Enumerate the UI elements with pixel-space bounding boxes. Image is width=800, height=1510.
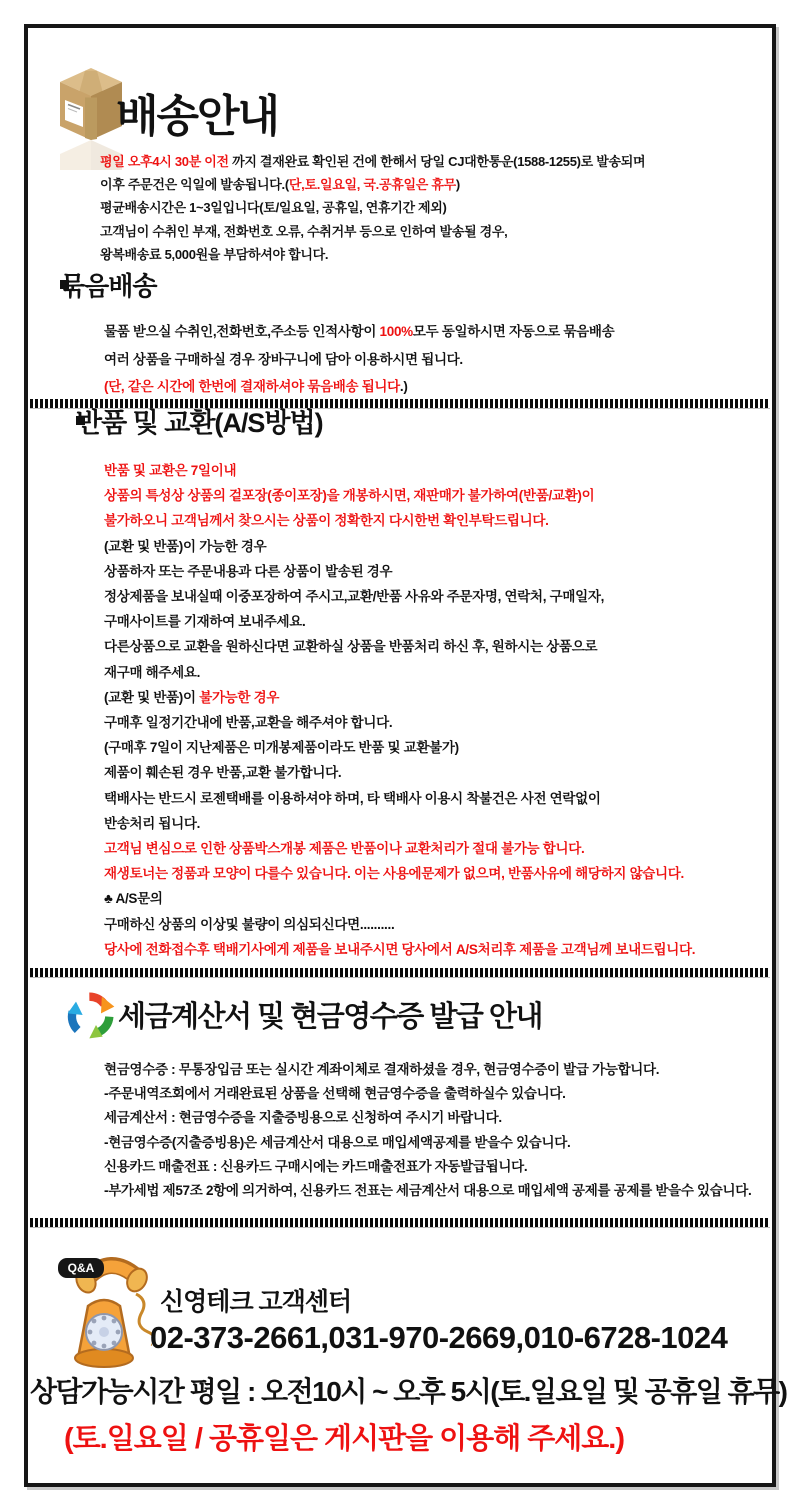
- bundle-section-title: [60, 271, 157, 301]
- text-line: [104, 937, 695, 962]
- text-line: [104, 760, 695, 785]
- text-line: [100, 243, 645, 266]
- text-segment: 재구매 해주세요.: [104, 664, 201, 680]
- text-line: [104, 508, 695, 533]
- text-segment: 다른상품으로 교환을 원하신다면 교환하실 상품을 반품처리 하신 후, 원하시는 상품으로: [104, 639, 598, 655]
- text-line: [104, 861, 695, 886]
- tax-section-title: 세금계산서 및 현금영수증 발급 안내: [118, 1001, 542, 1033]
- phone-numbers: 02-373-2661,031-970-2669,010-6728-1024: [150, 1320, 728, 1355]
- text-line: [104, 836, 695, 861]
- text-segment: -부가세법 제57조 2항에 의거하여, 신용카드 전표는 세금계산서 대용으로 매입세액 공제를 공제를 받을수 있습니다.: [104, 1183, 752, 1199]
- text-line: [100, 220, 645, 243]
- text-segment: 고객님이 수취인 부재, 전화번호 오류, 수취거부 등으로 인하여 발송될 경우,: [100, 223, 508, 239]
- text-segment: 여러 상품을 구매하실 경우 장바구니에 담아 이용하시면 됩니다.: [104, 351, 463, 367]
- recycle-icon: [66, 986, 116, 1044]
- text-segment: ): [455, 177, 460, 193]
- text-segment: 구매사이트를 기재하여 보내주세요.: [104, 614, 306, 630]
- text-segment: 물품 받으실 수취인,전화번호,주소등 인적사항이: [104, 324, 380, 339]
- text-segment: -현금영수증(지출증빙용)은 세금계산서 대용으로 매입세액공제를 받을수 있습니다.: [104, 1134, 571, 1150]
- text-line: [104, 735, 695, 760]
- text-line: [104, 1155, 751, 1179]
- text-line: [104, 660, 695, 685]
- text-line: [104, 1131, 751, 1155]
- text-segment: 까지 결재완료 확인된 건에 한해서 당일 CJ대한통운(1588-1255)로 발송되며: [232, 154, 646, 169]
- text-segment: 재생토너는 정품과 모양이 다를수 있습니다. 이는 사용에문제가 없으며, 반품사유에 해당하지 않습니다.: [104, 866, 684, 882]
- text-segment: 현금영수증 : 무통장입금 또는 실시간 계좌이체로 결재하셨을 경우, 현금영수증이 발급 가능합니다.: [104, 1062, 660, 1077]
- text-segment: ♣ A/S문의: [104, 891, 163, 907]
- holiday-notice: (토.일요일 / 공휴일은 게시판을 이용해 주세요.): [64, 1423, 625, 1455]
- qa-badge: Q&A: [58, 1258, 104, 1278]
- text-line: [104, 458, 695, 483]
- text-line: [104, 559, 695, 584]
- text-line: [104, 634, 695, 659]
- text-segment: 당사에 전화접수후 택배기사에게 제품을 보내주시면 당사에서 A/S처리후 제품을 고객님께 보내드립니다.: [104, 941, 696, 957]
- text-segment: 구매하신 상품의 이상및 불량이 의심되신다면..........: [104, 916, 395, 932]
- bundle-text: [104, 318, 614, 401]
- text-segment: 모두 동일하시면 자동으로 묶음배송: [412, 324, 615, 339]
- text-line: [104, 786, 695, 811]
- text-segment: 택배사는 반드시 로젠택배를 이용하셔야 하며, 타 택배사 이용시 착불건은 사전 연락없이: [104, 790, 601, 806]
- shipping-section-title: 배송안내: [116, 92, 279, 141]
- text-line: [104, 534, 695, 559]
- text-segment: 왕복배송료 5,000원을 부담하셔야 합니다.: [100, 246, 329, 262]
- dotted-divider: [30, 968, 770, 978]
- text-line: [104, 1106, 751, 1130]
- text-line: [104, 609, 695, 634]
- text-line: [100, 150, 645, 173]
- text-line: [104, 685, 695, 710]
- text-line: [104, 1082, 751, 1106]
- bundle-title-label: 묶음배송: [60, 271, 157, 301]
- customer-center-title: 신영테크 고객센터: [160, 1288, 352, 1316]
- text-segment: 제품이 훼손된 경우 반품,교환 불가합니다.: [104, 765, 342, 781]
- text-segment: .): [399, 379, 408, 395]
- text-segment: 정상제품을 보내실때 이중포장하여 주시고,교환/반품 사유와 주문자명, 연락처, 구매일자,: [104, 589, 605, 605]
- text-line: [104, 346, 614, 374]
- text-line: [104, 811, 695, 836]
- text-line: [104, 710, 695, 735]
- text-line: [104, 373, 614, 401]
- text-segment: 평균배송시간은 1~3일입니다(토/일요일, 공휴일, 연휴기간 제외): [100, 200, 447, 216]
- text-line: [104, 584, 695, 609]
- returns-title-label: 반품 및 교환(A/S방법): [76, 408, 323, 438]
- text-segment: 구매후 일정기간내에 반품,교환을 해주셔야 합니다.: [104, 715, 393, 731]
- info-panel: [24, 24, 787, 1487]
- returns-section-title: [76, 408, 323, 438]
- text-segment: (교환 및 반품)이: [104, 689, 200, 705]
- text-line: [104, 483, 695, 508]
- text-segment: -주문내역조회에서 거래완료된 상품을 선택해 현금영수증을 출력하실수 있습니다.: [104, 1086, 566, 1102]
- tax-text: [104, 1058, 751, 1203]
- text-line: [104, 1058, 751, 1082]
- text-line: [104, 912, 695, 937]
- text-segment: (단, 같은 시간에 한번에 결재하셔야 묶음배송 됩니다: [104, 379, 400, 395]
- text-segment: 고객님 변심으로 인한 상품박스개봉 제품은 반품이나 교환처리가 절대 불가능 합니다.: [104, 841, 585, 857]
- text-segment: 반송처리 됩니다.: [104, 815, 201, 831]
- text-segment: 100%: [379, 324, 413, 339]
- text-line: [104, 318, 614, 346]
- text-line: [100, 173, 645, 196]
- text-line: [104, 1179, 751, 1203]
- support-hours: 상담가능시간 평일 : 오전10시 ~ 오후 5시(토.일요일 및 공휴일 휴무): [30, 1376, 787, 1407]
- text-segment: 이후 주문건은 익일에 발송됩니다.(: [100, 177, 289, 193]
- text-segment: 세금계산서 : 현금영수증을 지출증빙용으로 신청하여 주시기 바랍니다.: [104, 1110, 502, 1126]
- text-segment: (교환 및 반품)이 가능한 경우: [104, 538, 267, 554]
- text-line: [100, 196, 645, 219]
- text-segment: 상품하자 또는 주문내용과 다른 상품이 발송된 경우: [104, 563, 393, 579]
- text-segment: 단,토.일요일, 국.공휴일은 휴무: [288, 177, 456, 193]
- text-segment: 평일 오후4시 30분 이전: [100, 154, 233, 169]
- dotted-divider: [30, 1218, 770, 1228]
- text-line: [104, 886, 695, 911]
- text-segment: 반품 및 교환은 7일이내: [104, 463, 237, 478]
- text-segment: 신용카드 매출전표 : 신용카드 구매시에는 카드매출전표가 자동발급됩니다.: [104, 1158, 528, 1174]
- text-segment: (구매후 7일이 지난제품은 미개봉제품이라도 반품 및 교환불가): [104, 740, 459, 756]
- returns-text: [104, 458, 695, 962]
- shipping-text: [100, 150, 645, 266]
- text-segment: 상품의 특성상 상품의 겉포장(종이포장)을 개봉하시면, 재판매가 불가하여(반품/교환)이: [104, 488, 595, 504]
- text-segment: 불가능한 경우: [199, 689, 280, 705]
- text-segment: 불가하오니 고객님께서 찾으시는 상품이 정확한지 다시한번 확인부탁드립니다.: [104, 513, 549, 529]
